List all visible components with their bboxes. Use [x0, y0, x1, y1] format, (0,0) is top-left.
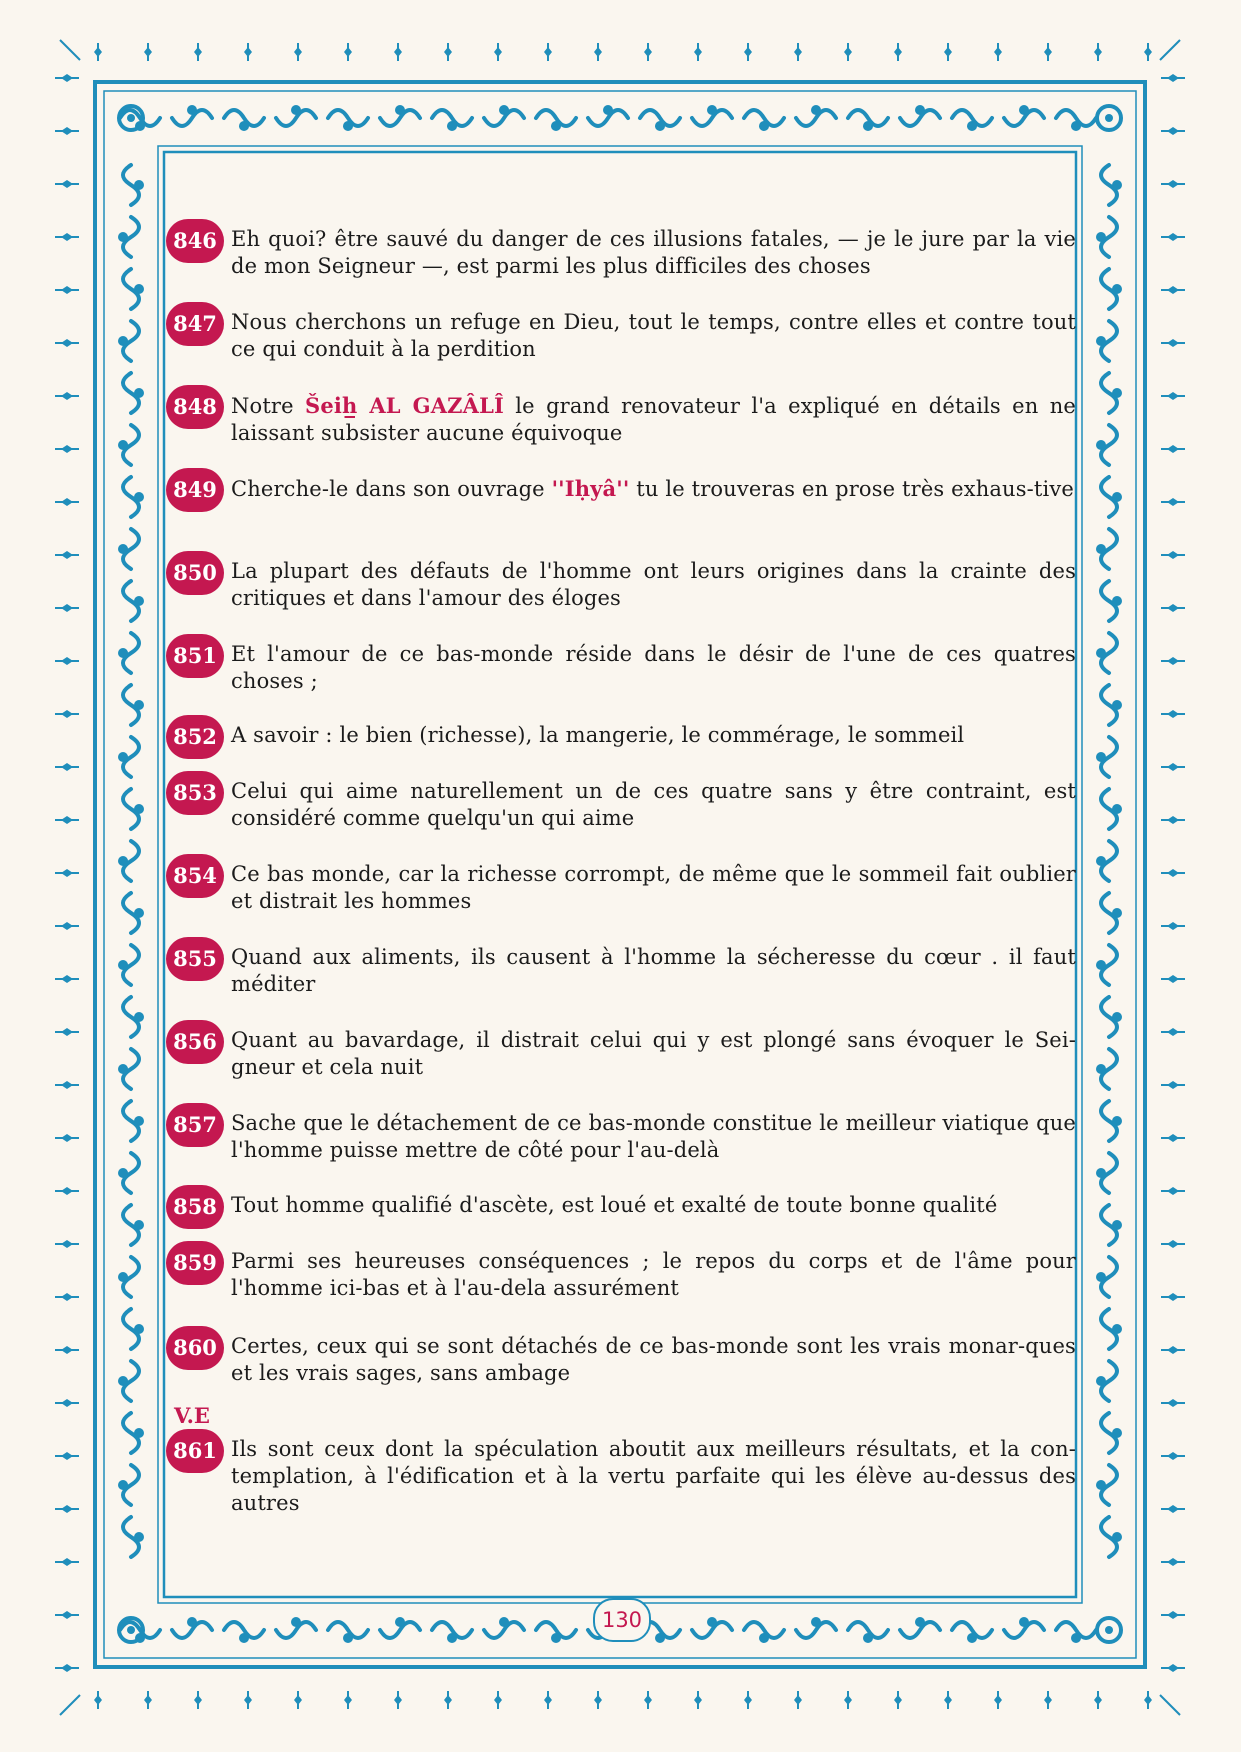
verse-text [231, 392, 1076, 447]
verse-number-badge: 852 [166, 715, 224, 759]
verse-text-post: tu le trouveras en prose très exhaus-tive [629, 477, 1074, 501]
verse-text: Celui qui aime naturellement un de ces quatre sans y être contraint, est considéré comme quelqu'un qui aime [231, 779, 1076, 830]
ve-marker: V.E [174, 1403, 210, 1428]
verse-text: La plupart des défauts de l'homme ont leurs origines dans la crainte des critiques et dans l'amour des éloges [231, 559, 1076, 610]
verse-number-badge: 848 [166, 385, 224, 429]
verse-number-badge: 859 [166, 1241, 224, 1285]
verse-number-badge: 849 [166, 468, 224, 512]
verse-text: Ce bas monde, car la richesse corrompt, de même que le sommeil fait oublier et distrait les hommes [231, 862, 1076, 913]
verse-number-badge: 851 [166, 634, 224, 678]
page-number: 130 [593, 1598, 651, 1642]
verse-number-badge: 858 [166, 1185, 224, 1229]
verse-number-badge: 850 [166, 551, 224, 595]
author-name: Šeih̲ AL GAZÂLÎ [305, 393, 504, 418]
verse-number-badge: 854 [166, 854, 224, 898]
verse-text: Eh quoi? être sauvé du danger de ces illusions fatales, — je le jure par la vie de mon Seigneur —, est parmi les plus difficiles des choses [231, 227, 1076, 278]
verse-list [166, 226, 1076, 1556]
verse-text: Ils sont ceux dont la spéculation aboutit aux meilleurs résultats, et la con-templation, à l'édification et à la vertu parfaite qui les élève au-dessus des autres [231, 1437, 1076, 1515]
verse-text-pre: Notre [231, 394, 305, 418]
verse-number-badge: 846 [166, 219, 224, 263]
verse-number-badge: 847 [166, 302, 224, 346]
verse-text: Certes, ceux qui se sont détachés de ce bas-monde sont les vrais monar-ques et les vrais sages, sans ambage [231, 1334, 1076, 1385]
verse-number-badge: 856 [166, 1020, 224, 1064]
verse-text: Et l'amour de ce bas-monde réside dans le désir de l'une de ces quatres choses ; [231, 642, 1076, 693]
verse-number-badge: 861 [166, 1429, 224, 1473]
book-title: ''Iḥyâ'' [551, 476, 630, 501]
verse-text: Parmi ses heureuses conséquences ; le repos du corps et de l'âme pour l'homme ici-bas et à l'au-dela assurément [231, 1249, 1076, 1300]
verse-text: Nous cherchons un refuge en Dieu, tout le temps, contre elles et contre tout ce qui conduit à la perdition [231, 310, 1076, 361]
verse-number-badge: 860 [166, 1326, 224, 1370]
verse-text: Quant au bavardage, il distrait celui qui y est plongé sans évoquer le Sei-gneur et cela nuit [231, 1028, 1076, 1079]
verse-text: Tout homme qualifié d'ascète, est loué et exalté de toute bonne qualité [231, 1193, 998, 1217]
verse-text: Sache que le détachement de ce bas-monde constitue le meilleur viatique que l'homme puisse mettre de côté pour l'au-delà [231, 1111, 1076, 1162]
verse-text: A savoir : le bien (richesse), la mangerie, le commérage, le sommeil [231, 723, 965, 747]
verse-text [231, 475, 1076, 503]
verse-number-badge: 853 [166, 771, 224, 815]
verse-text-pre: Cherche-le dans son ouvrage [231, 477, 552, 501]
verse-text-post: le grand renovateur l'a expliqué en détails en ne laissant subsister aucune équivoque [231, 394, 1077, 445]
verse-text: Quand aux aliments, ils causent à l'homme la sécheresse du cœur . il faut méditer [231, 945, 1076, 996]
verse-number-badge: 857 [166, 1103, 224, 1147]
verse-number-badge: 855 [166, 937, 224, 981]
